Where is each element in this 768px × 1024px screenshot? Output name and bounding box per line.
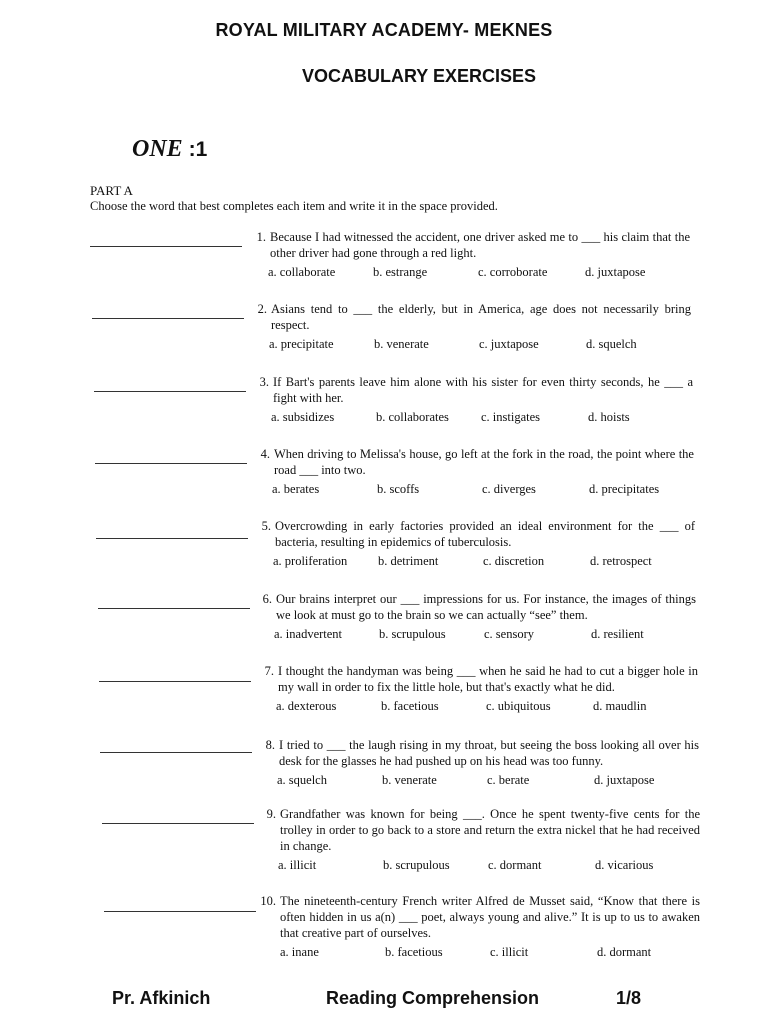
option-b: b. venerate [382,773,437,787]
answer-blank [90,246,242,247]
option-b: b. venerate [374,337,429,351]
section-suffix: :1 [188,138,208,161]
option-a: a. inadvertent [274,627,343,641]
question-text: I thought the handyman was being ___ when he said he had to cut a bigger hole in my wall in order to fix the little hole, but that's exactly what he did. [278,664,698,694]
question-item [258,591,696,642]
option-d: d. hoists [588,410,630,424]
question-number: 2. [257,302,267,316]
question-text: Overcrowding in early factories provided an ideal environment for the ___ of bacteria, resulting in epidemics of tuberculosis. [275,519,695,549]
question-text: I tried to ___ the laugh rising in my throat, but seeing the boss looking all over his desk for the glasses he had pushed up on his head was too funny. [279,738,699,768]
option-c: c. illicit [490,945,529,959]
question-text: The nineteenth-century French writer Alfred de Musset said, “Know that there is often hidden in us a(n) ___ poet, always young and alive.” It is up to us to awaken that creative part of ourselves. [280,894,700,940]
option-d: d. maudlin [593,699,647,713]
option-c: c. juxtapose [479,337,539,351]
question-item [262,806,700,873]
option-d: d. retrospect [590,554,652,568]
answer-blank [96,538,248,539]
question-text: Grandfather was known for being ___. Once he spent twenty-five cents for the trolley in order to go back to a store and return the extra nickel that he had received in change. [280,807,700,853]
option-c: c. diverges [482,482,536,496]
section-heading [132,136,207,163]
option-d: d. vicarious [595,858,654,872]
question-number: 5. [261,519,271,533]
question-item [260,663,698,714]
option-c: c. corroborate [478,265,548,279]
question-item [255,374,693,425]
option-d: d. juxtapose [585,265,646,279]
part-instruction: Choose the word that best completes each item and write it in the space provided. [90,199,498,213]
question-number: 10. [260,894,276,908]
option-c: c. discretion [483,554,545,568]
footer-course: Reading Comprehension [326,988,540,1008]
answer-blank [100,752,252,753]
question-number: 3. [259,375,269,389]
option-a: a. subsidizes [271,410,335,424]
option-a: a. illicit [278,858,317,872]
option-d: d. juxtapose [594,773,655,787]
option-c: c. instigates [481,410,541,424]
question-number: 1. [256,230,266,244]
option-c: c. berate [487,773,530,787]
question-text: Asians tend to ___ the elderly, but in America, age does not necessarily bring respect. [271,302,691,332]
question-item [256,446,694,497]
option-a: a. collaborate [268,265,336,279]
option-a: a. precipitate [269,337,334,351]
answer-blank [99,681,251,682]
option-d: d. dormant [597,945,652,959]
answer-blank [104,911,256,912]
option-c: c. dormant [488,858,542,872]
question-number: 9. [266,807,276,821]
option-b: b. facetious [385,945,443,959]
answer-blank [102,823,254,824]
question-text: When driving to Melissa's house, go left at the fork in the road, the point where the road ___ into two. [274,447,694,477]
answer-blank [94,391,246,392]
subject-title: VOCABULARY EXERCISES [301,66,537,86]
question-number: 6. [262,592,272,606]
option-a: a. berates [272,482,320,496]
option-b: b. facetious [381,699,439,713]
question-number: 7. [264,664,274,678]
question-text: Because I had witnessed the accident, one driver asked me to ___ his claim that the other driver had gone through a red light. [270,230,690,260]
option-a: a. proliferation [273,554,348,568]
option-a: a. dexterous [276,699,337,713]
answer-blank [92,318,244,319]
option-b: b. detriment [378,554,439,568]
section-label: ONE [132,136,183,162]
option-d: d. squelch [586,337,637,351]
question-item [258,893,700,960]
footer-author: Pr. Afkinich [112,988,211,1008]
option-d: d. precipitates [589,482,660,496]
institution-title: ROYAL MILITARY ACADEMY- MEKNES [215,20,553,40]
question-number: 4. [260,447,270,461]
option-b: b. scrupulous [383,858,450,872]
question-text: Our brains interpret our ___ impressions for us. For instance, the images of things we look at must go to the brain so we can actually “see” them. [276,592,696,622]
question-item [261,737,699,788]
option-c: c. sensory [484,627,534,641]
option-a: a. squelch [277,773,327,787]
option-b: b. scrupulous [379,627,446,641]
answer-blank [95,463,247,464]
option-a: a. inane [280,945,319,959]
question-item [253,301,691,352]
question-text: If Bart's parents leave him alone with his sister for even thirty seconds, he ___ a fight with her. [273,375,693,405]
part-title: PART A [90,183,133,198]
question-item [252,229,690,280]
option-b: b. collaborates [376,410,449,424]
question-item [257,518,695,569]
answer-blank [98,608,250,609]
option-d: d. resilient [591,627,644,641]
option-b: b. estrange [373,265,428,279]
question-number: 8. [265,738,275,752]
option-c: c. ubiquitous [486,699,551,713]
option-b: b. scoffs [377,482,420,496]
footer-page-number: 1/8 [616,988,642,1008]
